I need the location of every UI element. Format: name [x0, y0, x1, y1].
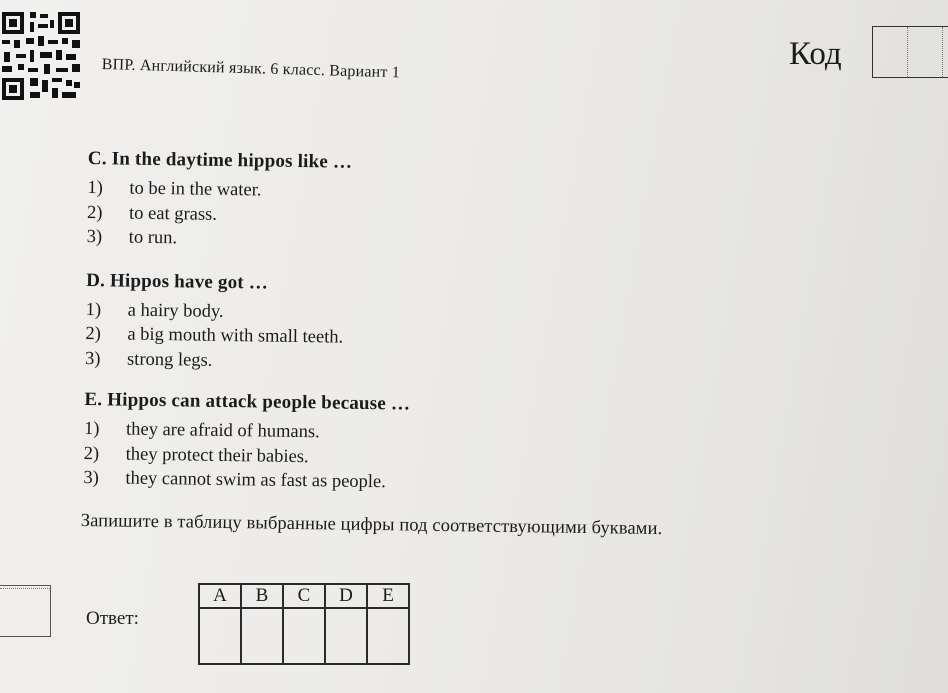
option-number: 3) [86, 227, 103, 248]
answer-label: Ответ: [86, 608, 139, 629]
option-text: to run. [128, 227, 178, 249]
option-text: to be in the water. [129, 178, 262, 201]
answer-column-d: D [325, 584, 367, 608]
answer-column-a: A [199, 584, 241, 608]
option-text: a hairy body. [127, 300, 224, 322]
answer-instruction: Запишите в таблицу выбранные цифры под соответствующими буквами. [80, 510, 663, 539]
code-cell[interactable] [908, 27, 943, 77]
option-number: 1) [83, 419, 100, 440]
answer-header-row [199, 584, 409, 608]
answer-cell-a[interactable] [199, 608, 241, 664]
answer-column-c: C [283, 584, 325, 608]
option-text: to eat grass. [128, 203, 218, 225]
answer-cell-d[interactable] [325, 608, 367, 664]
question-title: C. In the daytime hippos like … [87, 148, 353, 173]
option-number: 2) [85, 324, 101, 345]
option-text: strong legs. [126, 349, 213, 371]
option-text: they cannot swim as fast as people. [125, 468, 386, 493]
question-c [85, 148, 846, 260]
question-title: E. Hippos can attack people because … [84, 389, 411, 415]
answer-cell-c[interactable] [283, 608, 325, 664]
answer-input-row [199, 608, 409, 664]
answer-column-b: B [241, 584, 283, 608]
answer-column-e: E [367, 584, 409, 608]
option-number: 2) [86, 202, 103, 223]
option-text: they protect their babies. [125, 444, 309, 467]
answer-cell-e[interactable] [367, 608, 409, 664]
option-number: 2) [83, 443, 100, 464]
option-number: 3) [84, 348, 101, 369]
option-number: 1) [87, 178, 104, 199]
answer-table [198, 583, 410, 665]
code-input-box[interactable] [872, 26, 948, 78]
question-d [83, 269, 844, 381]
option-number: 3) [83, 467, 99, 489]
code-label: Код [789, 36, 842, 72]
margin-score-box[interactable] [0, 585, 51, 637]
option-text: they are afraid of humans. [125, 419, 320, 443]
page-title: ВПР. Английский язык. 6 класс. Вариант 1 [101, 56, 401, 82]
questions-section [81, 148, 846, 542]
option-number: 1) [85, 299, 102, 320]
question-e [81, 389, 842, 501]
question-title: D. Hippos have got … [86, 269, 269, 294]
option-text: a big mouth with small teeth. [127, 324, 344, 348]
qr-code-icon [0, 10, 82, 102]
answer-cell-b[interactable] [241, 608, 283, 664]
code-cell[interactable] [873, 27, 908, 77]
